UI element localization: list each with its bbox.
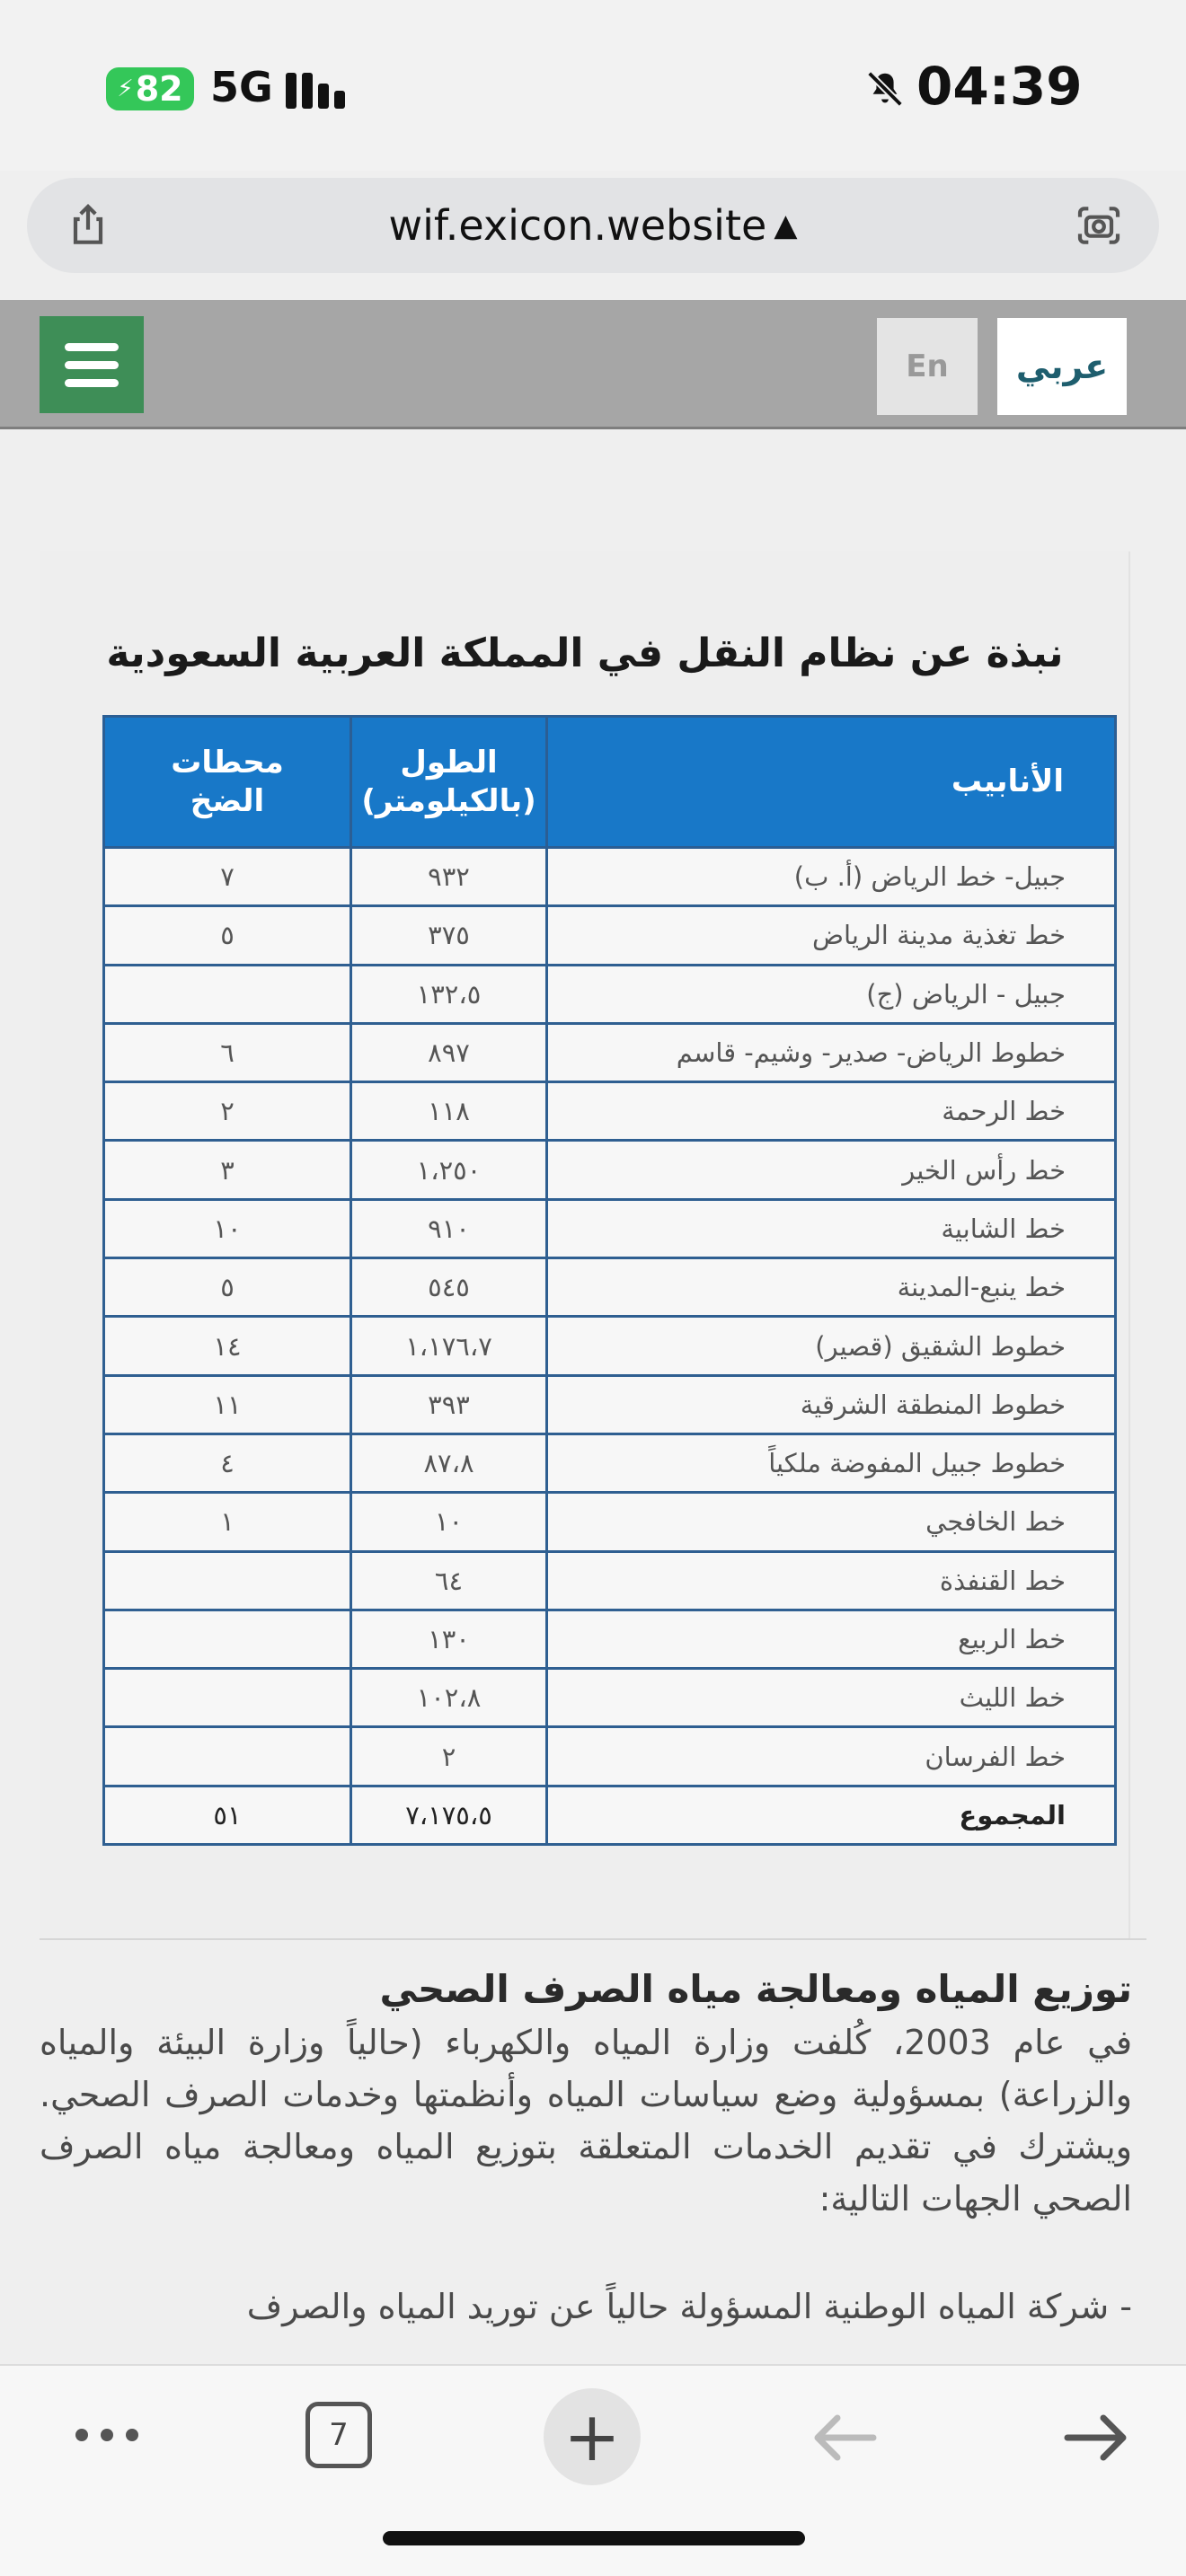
length-cell: ٩١٠	[351, 1199, 547, 1257]
stations-cell	[104, 1551, 351, 1610]
status-bar	[0, 0, 1186, 171]
pipeline-name-cell: خط الليث	[547, 1669, 1116, 1727]
table-row	[104, 1141, 1116, 1199]
site-header	[0, 300, 1186, 429]
divider	[40, 1938, 1146, 1940]
table-title: نبذة عن نظام النقل في المملكة العربية السعودية	[106, 631, 1064, 676]
tabs-button[interactable]: 7	[305, 2402, 372, 2468]
pipeline-name-cell: خطوط جبيل المفوضة ملكياً	[547, 1434, 1116, 1492]
pipeline-name-cell: جبيل - الرياض (ج)	[547, 965, 1116, 1023]
stations-cell: ١٠	[104, 1199, 351, 1257]
menu-button[interactable]	[40, 316, 144, 413]
stations-cell: ٥	[104, 906, 351, 965]
pipeline-name-cell: خط تغذية مدينة الرياض	[547, 906, 1116, 965]
header-pipelines: الأنابيب	[547, 717, 1116, 848]
table-row	[104, 1317, 1116, 1375]
table-row	[104, 1610, 1116, 1668]
clock: 04:39	[916, 56, 1083, 117]
table-total-row	[104, 1786, 1116, 1844]
length-cell: ١،١٧٦،٧	[351, 1317, 547, 1375]
length-cell: ١٣٠	[351, 1610, 547, 1668]
table-header-row	[104, 717, 1116, 848]
table-row	[104, 1023, 1116, 1081]
table-row	[104, 1669, 1116, 1727]
pipeline-name-cell: خطوط المنطقة الشرقية	[547, 1375, 1116, 1434]
pipeline-name-cell: خطوط الشقيق (قصير)	[547, 1317, 1116, 1375]
length-cell: ٨٧،٨	[351, 1434, 547, 1492]
language-english-button[interactable]: En	[877, 318, 978, 415]
url-display[interactable]	[27, 178, 1159, 273]
length-cell: ١٣٢،٥	[351, 965, 547, 1023]
pipeline-name-cell: خط رأس الخير	[547, 1141, 1116, 1199]
length-cell: ١٠٢،٨	[351, 1669, 547, 1727]
length-cell: ١١٨	[351, 1082, 547, 1141]
article-heading: توزيع المياه ومعالجة مياه الصرف الصحي	[379, 1967, 1132, 2011]
table-row	[104, 965, 1116, 1023]
battery-level: 82	[135, 69, 183, 109]
charging-icon: ⚡	[117, 75, 134, 102]
stations-cell: ٥١	[104, 1786, 351, 1844]
header-length: الطول (بالكيلومتر)	[351, 717, 547, 848]
back-arrow-icon[interactable]	[809, 2411, 881, 2465]
table-row	[104, 1375, 1116, 1434]
silent-bell-icon	[864, 68, 906, 110]
article-paragraph: - شركة المياه الوطنية المسؤولة حالياً عن توريد المياه والصرف	[246, 2287, 1132, 2326]
stations-cell	[104, 1727, 351, 1786]
table-row	[104, 1082, 1116, 1141]
language-arabic-button[interactable]: عربي	[997, 318, 1127, 415]
camera-scan-icon[interactable]	[1073, 200, 1125, 251]
table-row	[104, 1493, 1116, 1551]
pipeline-name-cell: خطوط الرياض- صدير- وشيم- قاسم	[547, 1023, 1116, 1081]
length-cell: ٣٩٣	[351, 1375, 547, 1434]
warning-icon: ▲	[774, 207, 798, 243]
length-cell: ١،٢٥٠	[351, 1141, 547, 1199]
hamburger-icon	[65, 343, 119, 351]
stations-cell: ٢	[104, 1082, 351, 1141]
forward-arrow-icon[interactable]	[1060, 2411, 1132, 2465]
pipeline-table-card	[40, 551, 1130, 1938]
table-row	[104, 1727, 1116, 1786]
pipeline-name-cell: خط ينبع-المدينة	[547, 1258, 1116, 1317]
length-cell: ٢	[351, 1727, 547, 1786]
length-cell: ٩٣٢	[351, 848, 547, 906]
pipeline-name-cell: خط الربيع	[547, 1610, 1116, 1668]
pipeline-name-cell: خط القنفذة	[547, 1551, 1116, 1610]
stations-cell: ١١	[104, 1375, 351, 1434]
length-cell: ١٠	[351, 1493, 547, 1551]
stations-cell	[104, 965, 351, 1023]
pipeline-name-cell: خط الشابية	[547, 1199, 1116, 1257]
table-row	[104, 906, 1116, 965]
pipeline-name-cell: خط الرحمة	[547, 1082, 1116, 1141]
header-stations: محطات الضخ	[104, 717, 351, 848]
home-indicator	[383, 2531, 805, 2545]
pipeline-name-cell: المجموع	[547, 1786, 1116, 1844]
table-row	[104, 1199, 1116, 1257]
new-tab-button[interactable]	[544, 2388, 641, 2485]
battery-indicator	[106, 67, 194, 110]
stations-cell	[104, 1669, 351, 1727]
table-row	[104, 848, 1116, 906]
length-cell: ٣٧٥	[351, 906, 547, 965]
length-cell: ٦٤	[351, 1551, 547, 1610]
signal-icon	[286, 67, 349, 109]
stations-cell	[104, 1610, 351, 1668]
stations-cell: ٤	[104, 1434, 351, 1492]
network-type: 5G	[210, 63, 273, 111]
plus-icon: +	[563, 2396, 621, 2476]
stations-cell: ١	[104, 1493, 351, 1551]
stations-cell: ١٤	[104, 1317, 351, 1375]
pipeline-name-cell: خط الخافجي	[547, 1493, 1116, 1551]
table-row	[104, 1551, 1116, 1610]
stations-cell: ٧	[104, 848, 351, 906]
url-text: wif.exicon.website	[388, 201, 767, 250]
pipeline-name-cell: جبيل- خط الرياض (أ. ب)	[547, 848, 1116, 906]
address-bar[interactable]	[27, 178, 1159, 273]
stations-cell: ٣	[104, 1141, 351, 1199]
stations-cell: ٦	[104, 1023, 351, 1081]
more-options-icon[interactable]	[72, 2423, 144, 2445]
table-row	[104, 1258, 1116, 1317]
length-cell: ٧،١٧٥،٥	[351, 1786, 547, 1844]
article-section	[40, 1967, 1132, 2333]
stations-cell: ٥	[104, 1258, 351, 1317]
pipeline-table	[102, 715, 1117, 1846]
pipeline-name-cell: خط الفرسان	[547, 1727, 1116, 1786]
table-row	[104, 1434, 1116, 1492]
length-cell: ٨٩٧	[351, 1023, 547, 1081]
article-paragraph: في عام 2003، كُلفت وزارة المياه والكهرباء (حالياً وزارة البيئة والمياه والزراعة) بمسؤولية وضع سياسات المياه وأنظمتها وخدمات الصرف الصحي. ويشترك في تقديم الخدمات المتعلقة بتوزيع المياه ومعالجة مياه الصرف الصحي الجهات التالية:	[40, 2023, 1132, 2219]
length-cell: ٥٤٥	[351, 1258, 547, 1317]
